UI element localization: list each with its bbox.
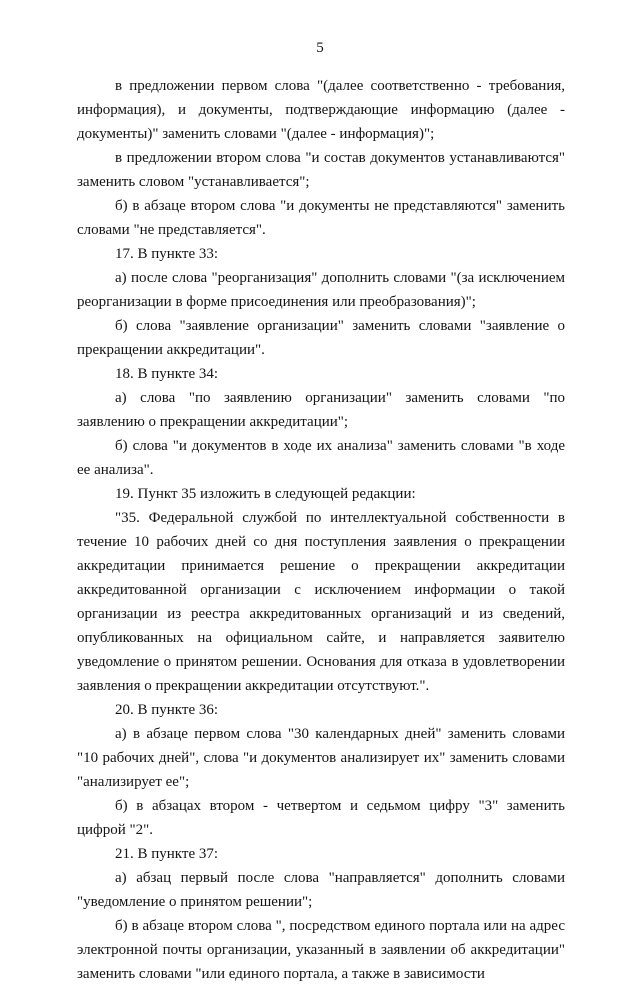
paragraph: а) в абзаце первом слова "30 календарных дней" заменить словами "10 рабочих дней", слова "и документов анализирует их" заменить словами "анализирует ее";: [77, 726, 565, 790]
paragraph: б) слова "и документов в ходе их анализа" заменить словами "в ходе ее анализа".: [77, 438, 565, 478]
item-heading: 17. В пункте 33:: [115, 246, 219, 262]
paragraph: б) в абзацах втором - четвертом и седьмом цифру "3" заменить цифрой "2".: [77, 798, 565, 838]
paragraph: в предложении втором слова "и состав документов устанавливаются" заменить словом "устанавливается";: [77, 150, 565, 190]
item-heading: 19. Пункт 35 изложить в следующей редакции:: [115, 486, 416, 502]
page-number: 5: [316, 40, 324, 56]
paragraph: а) после слова "реорганизация" дополнить словами "(за исключением реорганизации в форме присоединения или преобразования)";: [77, 270, 565, 310]
paragraph: б) в абзаце втором слова "и документы не представляются" заменить словами "не представляется".: [77, 198, 565, 238]
paragraph: а) абзац первый после слова "направляется" дополнить словами "уведомление о принятом решении";: [77, 870, 565, 910]
item-heading: 18. В пункте 34:: [115, 366, 219, 382]
paragraph: б) слова "заявление организации" заменить словами "заявление о прекращении аккредитации".: [77, 318, 565, 358]
item-heading: 21. В пункте 37:: [115, 846, 219, 862]
quoted-paragraph: "35. Федеральной службой по интеллектуальной собственности в течение 10 рабочих дней со дня поступления заявления о прекращении аккредитации принимается решение о прекращении аккредитации аккредитованной организации с исключением информации о такой организации из реестра аккредитованных организаций и из сведений, опубликованных на официальном сайте, и направляется заявителю уведомление о принятом решении. Основания для отказа в удовлетворении заявления о прекращении аккредитации отсутствуют.".: [77, 510, 565, 694]
paragraph: б) в абзаце втором слова ", посредством единого портала или на адрес электронной почты организации, указанный в заявлении об аккредитации" заменить словами "или единого портала, а также в зависимости: [77, 918, 565, 982]
body-text: [77, 74, 565, 986]
paragraph: в предложении первом слова "(далее соответственно - требования, информация), и документы, подтверждающие информацию (далее - документы)" заменить словами "(далее - информация)";: [77, 78, 565, 142]
item-heading: 20. В пункте 36:: [115, 702, 219, 718]
paragraph: а) слова "по заявлению организации" заменить словами "по заявлению о прекращении аккредитации";: [77, 390, 565, 430]
